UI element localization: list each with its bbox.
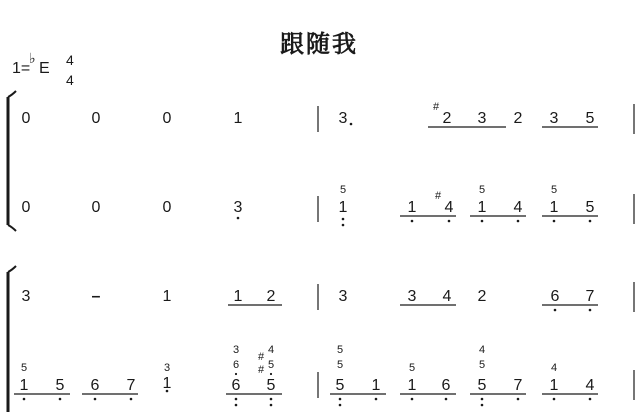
note: 1 xyxy=(477,199,487,216)
harmony-note: 5 xyxy=(550,184,558,196)
harmony-note: 5 xyxy=(339,184,347,196)
harmony-note: 5 xyxy=(267,359,275,371)
note: 0 xyxy=(91,110,101,127)
note: 3 xyxy=(21,288,31,305)
harmony-note: 3 xyxy=(163,362,171,374)
score-title: 跟随我 xyxy=(280,30,358,58)
note: 1 xyxy=(407,377,417,394)
harmony-note: 5 xyxy=(408,362,416,374)
note: 0 xyxy=(21,199,31,216)
note: 2 xyxy=(442,110,452,127)
note: 5 xyxy=(477,377,487,394)
note: 3 xyxy=(549,110,559,127)
note: 0 xyxy=(91,199,101,216)
note: 6 xyxy=(550,288,560,305)
key-letter: E xyxy=(39,60,50,77)
note: 5 xyxy=(55,377,65,394)
sharp-sign: # xyxy=(258,364,265,376)
harmony-dots xyxy=(235,373,272,375)
note: 2 xyxy=(477,288,487,305)
harmony-note: 5 xyxy=(20,362,28,374)
note: 7 xyxy=(585,288,595,305)
sharp-sign: # xyxy=(435,190,442,202)
note: 5 xyxy=(585,110,595,127)
note: 2 xyxy=(513,110,523,127)
note: 1 xyxy=(549,199,559,216)
note: 1 xyxy=(407,199,417,216)
note: 1 xyxy=(371,377,381,394)
harmony-note: 5 xyxy=(336,359,344,371)
sharp-sign: # xyxy=(433,101,440,113)
note: 6 xyxy=(90,377,100,394)
note: 4 xyxy=(585,377,595,394)
harmony-note: 5 xyxy=(336,344,344,356)
note: 7 xyxy=(126,377,136,394)
harmony-note: 4 xyxy=(478,344,486,356)
flat-symbol: ♭ xyxy=(29,50,36,66)
note: 1 xyxy=(162,375,172,392)
octave-dots xyxy=(23,217,592,407)
note: 5 xyxy=(266,377,276,394)
note: 1 xyxy=(233,288,243,305)
note: 0 xyxy=(21,110,31,127)
note: 4 xyxy=(444,199,454,216)
time-signature-top: 4 xyxy=(66,52,74,68)
system-bracket xyxy=(8,91,16,231)
sharp-sign: # xyxy=(258,351,265,363)
harmony-note: 6 xyxy=(232,359,240,371)
harmony-note: 4 xyxy=(550,362,558,374)
note: 2 xyxy=(266,288,276,305)
note: 4 xyxy=(442,288,452,305)
note: 4 xyxy=(513,199,523,216)
harmony-note: 5 xyxy=(478,184,486,196)
harmony-note: 4 xyxy=(267,344,275,356)
note: 6 xyxy=(231,377,241,394)
time-signature-bottom: 4 xyxy=(66,72,74,88)
note: 0 xyxy=(162,110,172,127)
note: 1 xyxy=(549,377,559,394)
dash: – xyxy=(91,288,101,305)
note: 1 xyxy=(338,199,348,216)
note: 1 xyxy=(19,377,29,394)
note: 1 xyxy=(162,288,172,305)
harmony-note: 5 xyxy=(478,359,486,371)
note: 3 xyxy=(477,110,487,127)
note: 3 xyxy=(338,110,348,127)
note: 3 xyxy=(407,288,417,305)
note: 3 xyxy=(233,199,243,216)
note: 1 xyxy=(233,110,243,127)
key-prefix: 1= xyxy=(12,60,31,77)
note: 5 xyxy=(335,377,345,394)
note: 5 xyxy=(585,199,595,216)
note: 7 xyxy=(513,377,523,394)
note: 3 xyxy=(338,288,348,305)
note: 6 xyxy=(441,377,451,394)
harmony-note: 3 xyxy=(232,344,240,356)
note: 0 xyxy=(162,199,172,216)
beam-lines xyxy=(14,127,598,394)
